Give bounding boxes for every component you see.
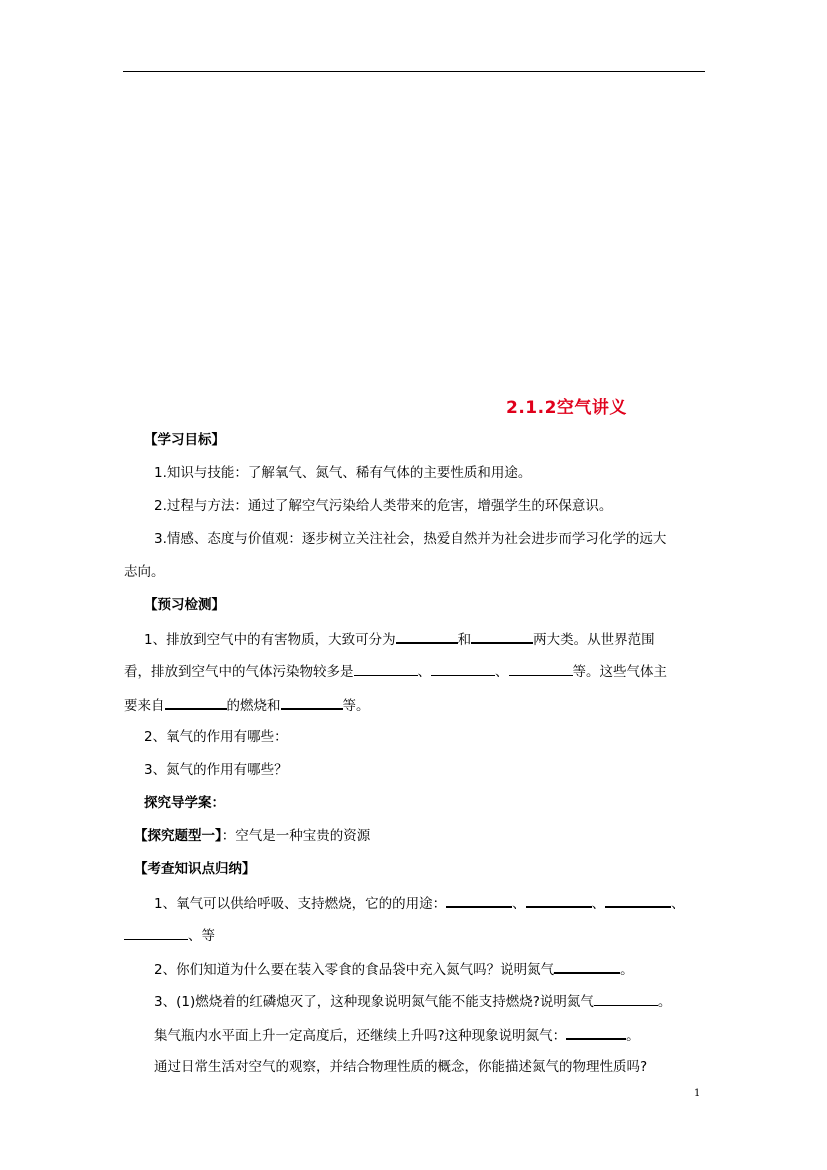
k1-sep-2: 、 <box>591 896 606 912</box>
k1-sep-1: 、 <box>512 896 526 912</box>
explore-heading: 探究导学案： <box>144 795 225 811</box>
q1-text-b: 和 <box>457 632 472 648</box>
q1-text-i: 的燃烧和 <box>226 698 281 714</box>
q1-text-e: 、 <box>417 664 431 680</box>
k3-b-end: 。 <box>626 1028 640 1044</box>
answer-blank[interactable] <box>605 892 671 908</box>
k3-text: 3、(1)燃烧着的红磷熄灭了，这种现象说明氮气能不能支持燃烧?说明氮气 <box>154 994 594 1010</box>
answer-blank[interactable] <box>554 958 620 974</box>
type-1-text: ：空气是一种宝贵的资源 <box>221 828 371 844</box>
preview-question-2: 2、氧气的作用有哪些： <box>144 729 288 745</box>
k1-end: 、等 <box>188 928 215 944</box>
objectives-heading: 【学习目标】 <box>144 432 225 448</box>
answer-blank[interactable] <box>431 661 495 676</box>
answer-blank[interactable] <box>471 628 533 644</box>
knowledge-item-3-line-3: 通过日常生活对空气的观察，并结合物理性质的概念，你能描述氮气的物理性质吗? <box>154 1059 648 1075</box>
knowledge-item-1-line-2 <box>124 925 215 946</box>
type-1-label: 【探究题型一】 <box>134 828 222 844</box>
answer-blank[interactable] <box>566 1024 626 1040</box>
answer-blank[interactable] <box>396 628 458 644</box>
preview-question-3: 3、氮气的作用有哪些？ <box>144 762 288 778</box>
k1-sep-3: 、 <box>671 896 685 912</box>
objective-3: 3.情感、态度与价值观：逐步树立关注社会，热爱自然并为社会进步而学习化学的远大 <box>154 531 667 547</box>
preview-heading: 【预习检测】 <box>144 597 225 613</box>
answer-blank[interactable] <box>165 694 227 710</box>
k3-end: 。 <box>657 994 672 1010</box>
knowledge-item-2 <box>154 958 634 980</box>
header-rule <box>123 71 705 72</box>
preview-question-1-line-1 <box>144 628 655 650</box>
objective-1: 1.知识与技能：了解氧气、氮气、稀有气体的主要性质和用途。 <box>154 465 532 481</box>
objective-2: 2.过程与方法：通过了解空气污染给人类带来的危害，增强学生的环保意识。 <box>154 498 613 514</box>
q1-text-d: 看，排放到空气中的气体污染物较多是 <box>124 664 354 680</box>
explore-type-1 <box>134 826 370 846</box>
answer-blank[interactable] <box>509 661 573 676</box>
preview-question-1-line-2 <box>124 661 667 682</box>
preview-question-1-line-3 <box>124 694 370 716</box>
q1-text-f: 、 <box>495 664 509 680</box>
objective-3-continued: 志向。 <box>124 564 165 580</box>
answer-blank[interactable] <box>124 925 188 940</box>
q1-text-a: 1、排放到空气中的有害物质，大致可分为 <box>144 632 396 648</box>
knowledge-item-1-line-1 <box>154 892 685 914</box>
q1-text-j: 等。 <box>342 698 370 714</box>
document-title: 2.1.2空气讲义 <box>506 398 627 418</box>
knowledge-item-3-line-1 <box>154 991 671 1012</box>
page-number: 1 <box>694 1088 701 1099</box>
q1-text-h: 要来自 <box>124 698 165 714</box>
k2-text: 2、你们知道为什么要在装入零食的食品袋中充入氮气吗？说明氮气 <box>154 962 555 978</box>
answer-blank[interactable] <box>354 661 418 676</box>
k1-text: 1、氧气可以供给呼吸、支持燃烧，它的的用途： <box>154 896 447 912</box>
k3-b-text: 集气瓶内水平面上升一定高度后，还继续上升吗?这种现象说明氮气： <box>154 1028 567 1044</box>
answer-blank[interactable] <box>526 892 592 908</box>
knowledge-heading: 【考查知识点归纳】 <box>134 861 256 877</box>
k2-end: 。 <box>620 962 634 978</box>
answer-blank[interactable] <box>281 694 343 710</box>
q1-text-g: 等。这些气体主 <box>572 664 667 680</box>
q1-text-c: 两大类。从世界范围 <box>533 632 655 648</box>
knowledge-item-3-line-2 <box>154 1024 640 1046</box>
answer-blank[interactable] <box>594 991 658 1006</box>
answer-blank[interactable] <box>446 892 512 908</box>
